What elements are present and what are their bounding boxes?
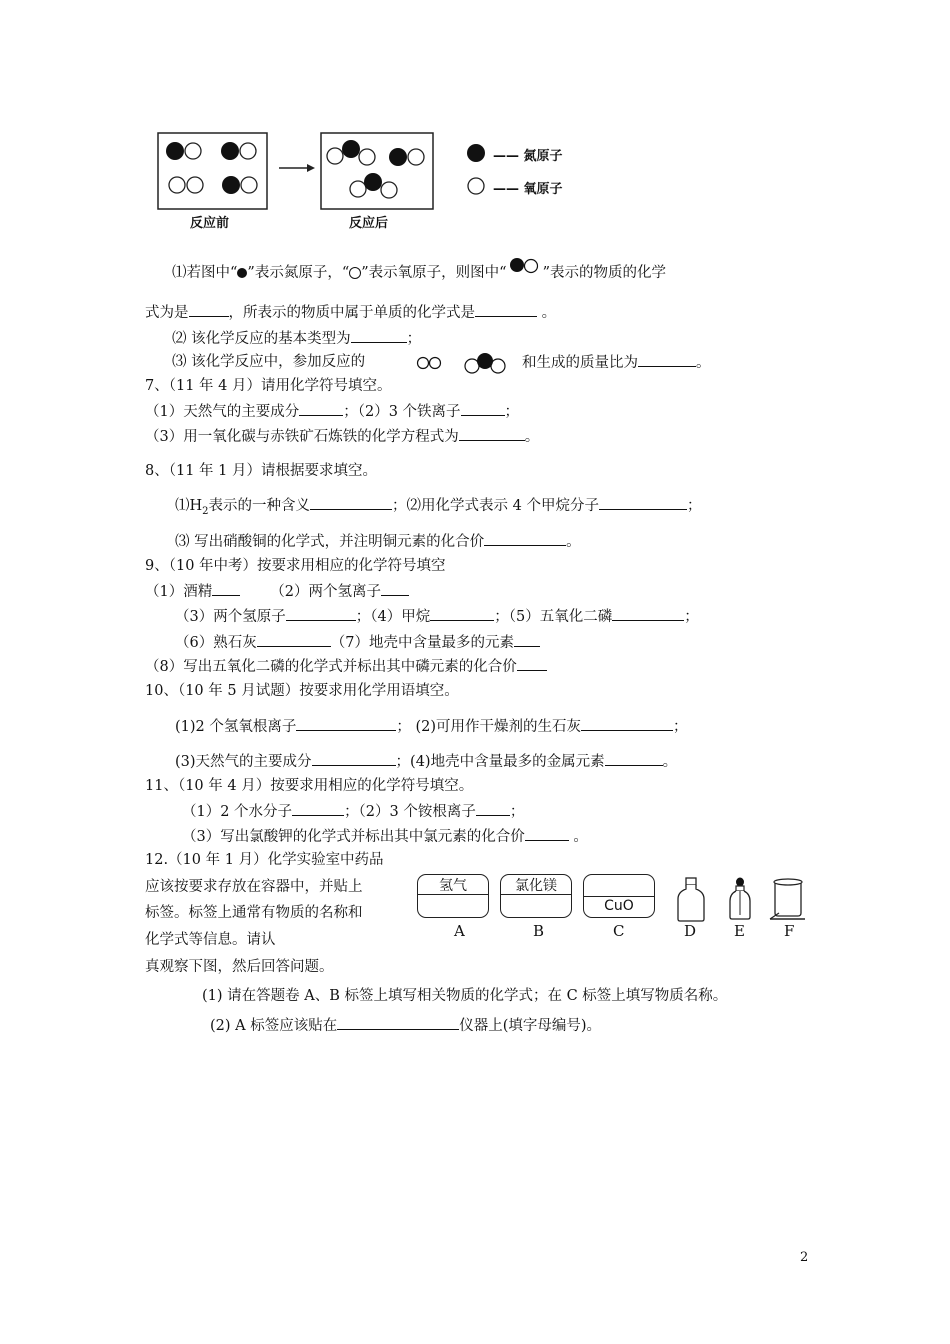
answer-blank[interactable] [475,302,537,317]
answer-blank[interactable] [476,801,510,816]
label-a[interactable] [417,874,489,918]
answer-blank[interactable] [459,426,525,441]
q11-line2: （3）写出氯酸钾的化学式并标出其中氯元素的化合价 。 [182,826,588,847]
q9-line1: （1）酒精 （2）两个氢离子 [145,581,409,602]
answer-blank[interactable] [599,495,687,510]
no2-molecule-icon [462,352,510,376]
reagent-bottle-icon [675,877,707,923]
q12-line1: 应该按要求存放在容器中，并贴上 [145,879,363,895]
after-label: 反应后 [349,216,389,231]
q11-line1: （1）2 个水分子 ；（2）3 个铵根离子 ； [182,801,524,822]
q12-line3: 化学式等信息。请认 [145,932,276,948]
answer-blank[interactable] [286,606,356,621]
o2-molecule-icon [416,356,446,370]
answer-blank[interactable] [484,531,566,546]
filled-circle-icon [237,268,247,278]
q7-title: 7、（11 年 4 月）请用化学符号填空。 [145,378,392,394]
letter-b: B [533,922,545,940]
q12-line2: 标签。标签上通常有物质的名称和 [145,905,363,921]
open-circle-icon [349,267,361,279]
answer-blank[interactable] [312,751,396,766]
q11-title: 11、（10 年 4 月）按要求用相应的化学符号填空。 [145,778,474,794]
letter-a: A [454,922,465,940]
q6-part2: ⑵ 该化学反应的基本类型为 ； [172,328,421,349]
q8-line1: $⑴H_2$表示的一种含义 ；⑵用化学式表示 4 个甲烷分子 ； [175,495,701,522]
answer-blank[interactable] [299,401,343,416]
letter-e: E [734,922,745,940]
letter-d: D [684,922,697,940]
answer-blank[interactable] [514,632,540,647]
q9-line3: （6）熟石灰 （7）地壳中含量最多的元素 [175,632,540,653]
no-molecule-icon [507,257,543,279]
page-number: 2 [800,1250,809,1265]
q9-line4: （8）写出五氧化二磷的化学式并标出其中磷元素的化合价 [145,656,547,677]
q8-title: 8、（11 年 1 月）请根据要求填空。 [145,463,377,479]
q10-line1: (1)2 个氢氧根离子 ； (2)可用作干燥剂的生石灰 ； [175,716,688,737]
label-c-text: CuO [604,898,634,914]
q12-line4: 真观察下图，然后回答问题。 [145,959,334,975]
q12-sub1: (1) 请在答题卷 A、B 标签上填写相关物质的化学式；在 C 标签上填写物质名称。 [202,988,728,1004]
letter-f: F [784,922,795,940]
answer-blank[interactable] [351,328,407,343]
answer-blank[interactable] [310,495,392,510]
legend-nitrogen: —— 氮原子 [493,149,563,164]
before-label: 反应前 [190,216,230,231]
q10-line2: (3)天然气的主要成分 ；(4)地壳中含量最多的金属元素 。 [175,751,677,772]
beaker-with-glass-plate-icon [767,877,807,923]
q9-title: 9、（10 年中考）按要求用相应的化学符号填空 [145,558,446,574]
answer-blank[interactable] [212,581,240,596]
answer-blank[interactable] [189,302,229,317]
answer-blank[interactable] [430,606,494,621]
label-divider [501,894,571,895]
answer-blank[interactable] [638,352,696,367]
q7-line2: （3）用一氧化碳与赤铁矿石炼铁的化学方程式为 。 [145,426,539,447]
answer-blank[interactable] [525,826,569,841]
q6-part1-line1: ⑴若图中“ ”表示氮原子，“ ”表示氧原子，则图中“ ”表示的物质的化学 [172,257,666,283]
answer-blank[interactable] [581,716,673,731]
answer-blank[interactable] [381,581,409,596]
answer-blank[interactable] [337,1015,459,1030]
q6-part3: ⑶ 该化学反应中，参加反应的 [172,354,366,370]
q8-line2: ⑶ 写出硝酸铜的化学式，并注明铜元素的化合价 。 [175,531,581,552]
answer-blank[interactable] [517,656,547,671]
answer-blank[interactable] [461,401,505,416]
label-a-text: 氢气 [439,878,467,894]
label-divider [418,894,488,895]
answer-blank[interactable] [296,716,396,731]
answer-blank[interactable] [257,632,331,647]
letter-c: C [613,922,625,940]
q6-part1-line2: 式为是 ，所表示的物质中属于单质的化学式是 。 [145,302,556,323]
legend-oxygen: —— 氧原子 [493,182,563,197]
q12-title: 12.（10 年 1 月）化学实验室中药品 [145,852,384,868]
q7-line1: （1）天然气的主要成分 ；（2）3 个铁离子 ； [145,401,519,422]
q12-sub2: (2) A 标签应该贴在 仪器上(填字母编号)。 [210,1015,601,1036]
q10-title: 10、（10 年 5 月试题）按要求用化学用语填空。 [145,683,459,699]
answer-blank[interactable] [605,751,663,766]
label-b-text: 氯化镁 [515,878,557,894]
answer-blank[interactable] [292,801,344,816]
label-b[interactable] [500,874,572,918]
label-divider [584,896,654,897]
answer-blank[interactable] [612,606,684,621]
q6-part3-end: 和生成的质量比为 。 [522,352,711,373]
label-c[interactable] [583,874,655,918]
dropper-bottle-icon [727,877,753,923]
q9-line2: （3）两个氢原子 ；（4）甲烷 ；（5）五氧化二磷 ； [175,606,699,627]
